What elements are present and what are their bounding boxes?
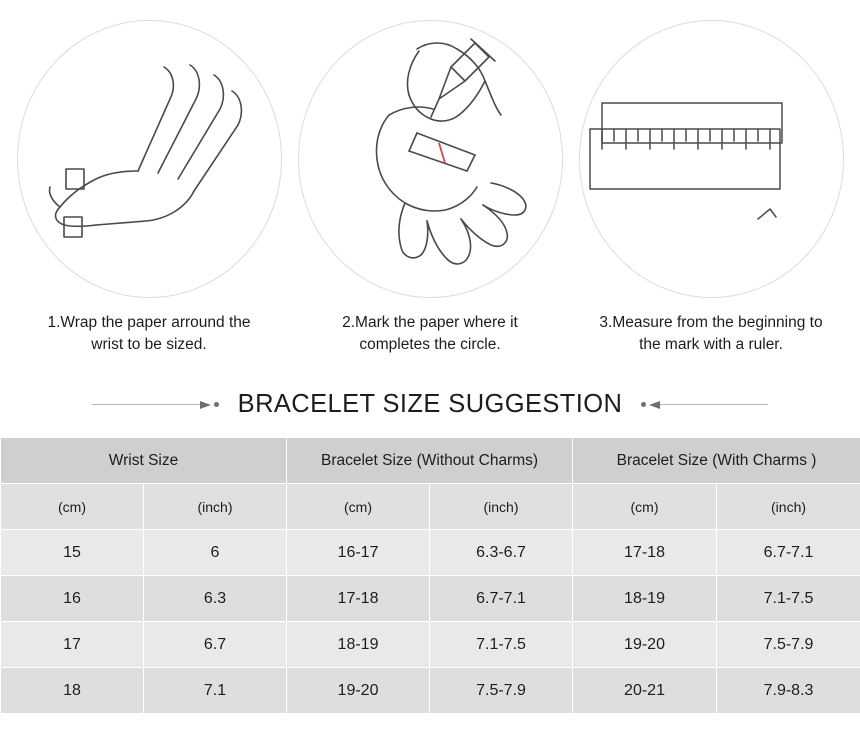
cell: 7.5-7.9	[430, 668, 573, 714]
cell: 17-18	[287, 576, 430, 622]
step-2-caption-line1: 2.Mark the paper where it	[342, 314, 518, 331]
cell: 18	[1, 668, 144, 714]
unit-header-1: (inch)	[144, 484, 287, 530]
table-row	[1, 622, 860, 668]
cell: 16-17	[287, 530, 430, 576]
cell: 6.7-7.1	[430, 576, 573, 622]
cell: 7.1	[144, 668, 287, 714]
step-3	[572, 20, 850, 356]
step-3-caption-line2: the mark with a ruler.	[639, 336, 783, 353]
cell: 17	[1, 622, 144, 668]
step-1-caption	[14, 312, 284, 356]
title-ornament-right	[638, 401, 768, 409]
cell: 6.7	[144, 622, 287, 668]
ruler-measuring-paper-icon	[580, 21, 844, 298]
cell: 7.5-7.9	[717, 622, 860, 668]
dot-icon	[641, 402, 646, 407]
table-row	[1, 668, 860, 714]
step-3-caption-line1: 3.Measure from the beginning to	[599, 314, 823, 331]
step-2-caption	[295, 312, 565, 356]
step-2-caption-line2: completes the circle.	[359, 336, 501, 353]
step-2	[291, 20, 569, 356]
step-1-caption-line1: 1.Wrap the paper arround the	[47, 314, 251, 331]
cell: 7.1-7.5	[717, 576, 860, 622]
title-row	[0, 390, 860, 419]
cell: 16	[1, 576, 144, 622]
arrow-right-icon	[200, 401, 211, 409]
ornament-line-left	[92, 404, 200, 405]
cell: 6.3-6.7	[430, 530, 573, 576]
group-header-without-charms: Bracelet Size (Without Charms)	[287, 438, 573, 484]
dot-icon	[214, 402, 219, 407]
step-2-illustration	[298, 20, 563, 298]
step-1-illustration	[17, 20, 282, 298]
unit-header-0: (cm)	[1, 484, 144, 530]
arrow-left-icon	[649, 401, 660, 409]
table-row	[1, 576, 860, 622]
table-group-header-row	[1, 438, 860, 484]
cell: 18-19	[573, 576, 717, 622]
ornament-line-right	[660, 404, 768, 405]
cell: 6.7-7.1	[717, 530, 860, 576]
steps-row	[0, 0, 860, 356]
table-unit-header-row	[1, 484, 860, 530]
hand-marking-paper-with-pen-icon	[299, 21, 563, 298]
step-3-illustration	[579, 20, 844, 298]
unit-header-3: (inch)	[430, 484, 573, 530]
cell: 15	[1, 530, 144, 576]
group-header-with-charms: Bracelet Size (With Charms )	[573, 438, 860, 484]
cell: 19-20	[573, 622, 717, 668]
table-row	[1, 530, 860, 576]
cell: 17-18	[573, 530, 717, 576]
step-3-caption	[576, 312, 846, 356]
cell: 7.9-8.3	[717, 668, 860, 714]
hand-with-paper-strip-icon	[18, 21, 282, 298]
cell: 6.3	[144, 576, 287, 622]
cell: 18-19	[287, 622, 430, 668]
group-header-wrist-size: Wrist Size	[1, 438, 287, 484]
step-1-caption-line2: wrist to be sized.	[91, 336, 207, 353]
cell: 6	[144, 530, 287, 576]
page-title: BRACELET SIZE SUGGESTION	[237, 390, 623, 418]
unit-header-4: (cm)	[573, 484, 717, 530]
unit-header-5: (inch)	[717, 484, 860, 530]
step-1	[10, 20, 288, 356]
bracelet-size-table	[0, 437, 860, 714]
unit-header-2: (cm)	[287, 484, 430, 530]
cell: 20-21	[573, 668, 717, 714]
cell: 19-20	[287, 668, 430, 714]
cell: 7.1-7.5	[430, 622, 573, 668]
title-ornament-left	[92, 401, 222, 409]
